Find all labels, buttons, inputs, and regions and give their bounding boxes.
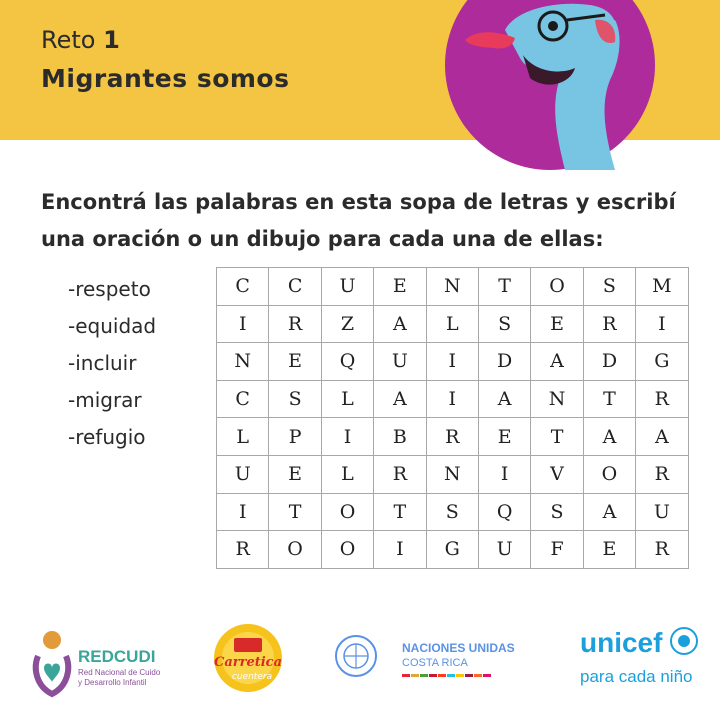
grid-row	[217, 305, 689, 343]
grid-cell: Z	[321, 305, 373, 343]
grid-cell: I	[374, 531, 426, 569]
grid-row	[217, 531, 689, 569]
grid-cell: P	[269, 418, 321, 456]
carretica-line2: cuentera	[231, 672, 273, 682]
grid-cell: C	[217, 268, 269, 306]
grid-cell: T	[583, 380, 635, 418]
grid-cell: U	[478, 531, 530, 569]
mascot-illustration	[445, 0, 655, 170]
grid-cell: C	[269, 268, 321, 306]
word-item: -refugio	[68, 425, 146, 449]
grid-cell: I	[217, 305, 269, 343]
grid-cell: E	[583, 531, 635, 569]
grid-row	[217, 380, 689, 418]
grid-row	[217, 343, 689, 381]
grid-cell: U	[374, 343, 426, 381]
grid-cell: I	[217, 493, 269, 531]
grid-cell: Q	[478, 493, 530, 531]
grid-cell: Q	[321, 343, 373, 381]
grid-cell: E	[269, 455, 321, 493]
reto-number: 1	[103, 26, 120, 54]
grid-cell: A	[374, 305, 426, 343]
grid-cell: A	[374, 380, 426, 418]
grid-row	[217, 268, 689, 306]
page-title: Migrantes somos	[41, 64, 290, 93]
grid-cell: N	[426, 455, 478, 493]
grid-cell: D	[478, 343, 530, 381]
grid-cell: L	[321, 380, 373, 418]
grid-cell: L	[217, 418, 269, 456]
reto-label: Reto	[41, 26, 96, 54]
grid-cell: O	[269, 531, 321, 569]
word-list	[68, 274, 156, 459]
grid-cell: S	[583, 268, 635, 306]
grid-cell: G	[636, 343, 688, 381]
grid-cell: M	[636, 268, 688, 306]
carretica-cuentera-logo	[212, 622, 284, 694]
grid-cell: N	[426, 268, 478, 306]
word-item: -incluir	[68, 351, 137, 375]
grid-cell: O	[583, 455, 635, 493]
grid-cell: A	[583, 493, 635, 531]
grid-cell: A	[583, 418, 635, 456]
grid-cell: G	[426, 531, 478, 569]
word-search-grid	[216, 267, 689, 569]
grid-cell: R	[583, 305, 635, 343]
word-item: -migrar	[68, 388, 142, 412]
grid-cell: F	[531, 531, 583, 569]
grid-row	[217, 493, 689, 531]
grid-cell: E	[269, 343, 321, 381]
unicef-tagline: para cada niño	[580, 667, 693, 686]
redcudi-line2: y Desarrollo Infantil	[78, 678, 147, 687]
grid-cell: O	[531, 268, 583, 306]
grid-cell: R	[636, 380, 688, 418]
un-line2: COSTA RICA	[402, 657, 468, 669]
grid-cell: I	[426, 380, 478, 418]
grid-cell: I	[478, 455, 530, 493]
redcudi-logo	[28, 628, 178, 700]
grid-cell: E	[374, 268, 426, 306]
instructions-text: Encontrá las palabras en esta sopa de letras y escribí una oración o un dibujo para cada una de ellas:	[41, 190, 676, 251]
grid-cell: A	[636, 418, 688, 456]
grid-cell: L	[426, 305, 478, 343]
grid-cell: L	[321, 455, 373, 493]
grid-cell: U	[217, 455, 269, 493]
grid-cell: S	[478, 305, 530, 343]
grid-cell: A	[531, 343, 583, 381]
grid-cell: A	[478, 380, 530, 418]
grid-cell: R	[636, 531, 688, 569]
grid-cell: I	[426, 343, 478, 381]
word-item: -respeto	[68, 277, 151, 301]
grid-cell: O	[321, 493, 373, 531]
redcudi-line1: Red Nacional de Cuido	[78, 668, 161, 677]
grid-cell: E	[478, 418, 530, 456]
grid-cell: R	[374, 455, 426, 493]
grid-cell: I	[636, 305, 688, 343]
grid-cell: S	[426, 493, 478, 531]
grid-cell: T	[269, 493, 321, 531]
grid-cell: T	[531, 418, 583, 456]
naciones-unidas-logo	[332, 632, 542, 684]
grid-cell: S	[269, 380, 321, 418]
grid-cell: R	[217, 531, 269, 569]
grid-cell: I	[321, 418, 373, 456]
grid-row	[217, 455, 689, 493]
grid-cell: D	[583, 343, 635, 381]
grid-cell: N	[531, 380, 583, 418]
grid-cell: T	[478, 268, 530, 306]
grid-cell: U	[321, 268, 373, 306]
grid-cell: N	[217, 343, 269, 381]
grid-cell: V	[531, 455, 583, 493]
challenge-label	[41, 26, 120, 54]
unicef-logo	[576, 622, 706, 694]
grid-cell: R	[269, 305, 321, 343]
redcudi-name: REDCUDI	[78, 647, 156, 666]
grid-cell: R	[426, 418, 478, 456]
unicef-name: unicef	[580, 627, 663, 658]
word-item: -equidad	[68, 314, 157, 338]
grid-row	[217, 418, 689, 456]
un-line1: NACIONES UNIDAS	[402, 641, 515, 655]
grid-cell: E	[531, 305, 583, 343]
carretica-line1: Carretica	[213, 655, 283, 670]
grid-cell: S	[531, 493, 583, 531]
grid-cell: U	[636, 493, 688, 531]
grid-cell: O	[321, 531, 373, 569]
grid-cell: T	[374, 493, 426, 531]
grid-cell: B	[374, 418, 426, 456]
grid-cell: C	[217, 380, 269, 418]
grid-cell: R	[636, 455, 688, 493]
